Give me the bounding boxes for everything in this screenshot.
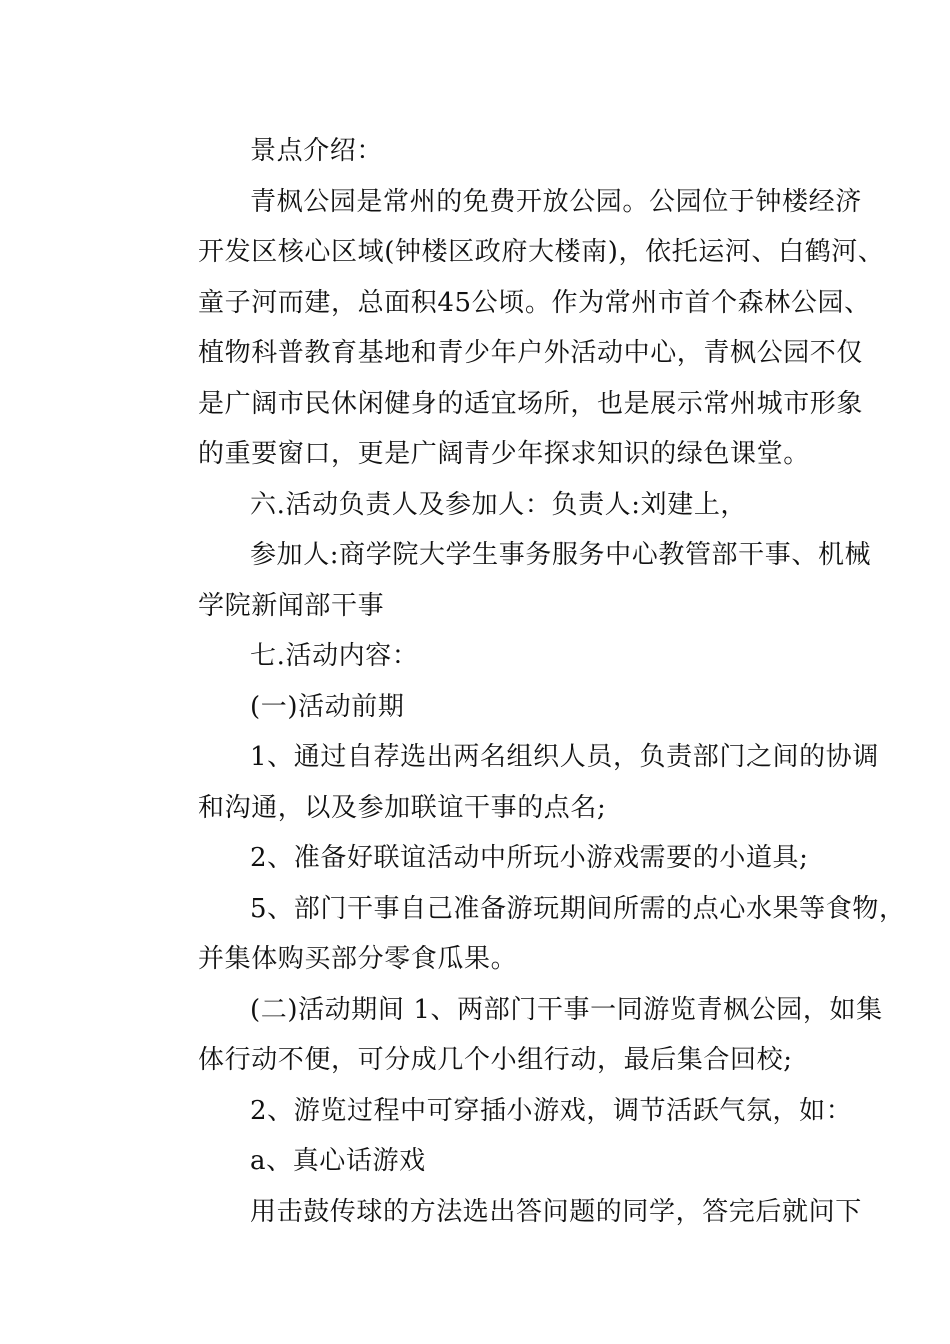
paragraph-pre-activity-heading	[146, 682, 826, 733]
text-line: 景点介绍：	[250, 136, 384, 166]
text-line: 参加人:商学院大学生事务服务中心教管部干事、机械	[250, 540, 872, 570]
text-line: 童子河而建，总面积45公顷。作为常州市首个森林公园、	[198, 287, 871, 318]
text-line: 5、部门干事自己准备游玩期间所需的点心水果等食物，	[250, 893, 906, 924]
text-line: (一)活动前期	[250, 691, 405, 722]
paragraph-park-description	[146, 177, 885, 480]
text-line: a、真心话游戏	[250, 1146, 426, 1176]
text-line: 和沟通，以及参加联谊干事的点名;	[198, 792, 607, 823]
text-line: 六.活动负责人及参加人：负责人:刘建上，	[250, 489, 748, 520]
paragraph-item-5	[146, 884, 906, 985]
text-line: 并集体购买部分零食瓜果。	[198, 944, 518, 974]
text-line: 2、游览过程中可穿插小游戏，调节活跃气氛，如：	[250, 1095, 853, 1126]
text-line: 七.活动内容：	[250, 641, 419, 671]
text-line: 青枫公园是常州的免费开放公园。公园位于钟楼经济	[250, 186, 862, 217]
paragraph-during-activity	[146, 985, 883, 1086]
text-line: 的重要窗口，更是广阔青少年探求知识的绿色课堂。	[198, 439, 810, 469]
text-line: 2、准备好联谊活动中所玩小游戏需要的小道具;	[250, 843, 809, 873]
text-line: 学院新闻部干事	[198, 590, 385, 621]
paragraph-games-intro	[146, 1086, 853, 1137]
text-line: (二)活动期间 1、两部门干事一同游览青枫公园，如集	[250, 994, 883, 1025]
text-line: 体行动不便，可分成几个小组行动，最后集合回校;	[198, 1045, 793, 1075]
paragraph-truth-game-rules	[146, 1187, 862, 1238]
paragraph-item-1	[146, 732, 879, 833]
text-line: 开发区核心区域(钟楼区政府大楼南)，依托运河、白鹤河、	[198, 237, 885, 267]
paragraph-section-six-heading	[146, 480, 826, 531]
paragraph-section-seven-heading	[146, 631, 826, 682]
text-line: 植物科普教育基地和青少年户外活动中心，青枫公园不仅	[198, 338, 864, 368]
text-line: 是广阔市民休闲健身的适宜场所，也是展示常州城市形象	[198, 388, 864, 419]
document-body	[146, 126, 906, 1237]
paragraph-scenic-intro-heading	[146, 126, 826, 177]
paragraph-item-2	[146, 833, 826, 884]
text-line: 用击鼓传球的方法选出答问题的同学，答完后就问下	[250, 1196, 862, 1227]
paragraph-truth-game-heading	[146, 1136, 826, 1187]
text-line: 1、通过自荐选出两名组织人员，负责部门之间的协调	[250, 742, 879, 772]
paragraph-participants	[146, 530, 872, 631]
